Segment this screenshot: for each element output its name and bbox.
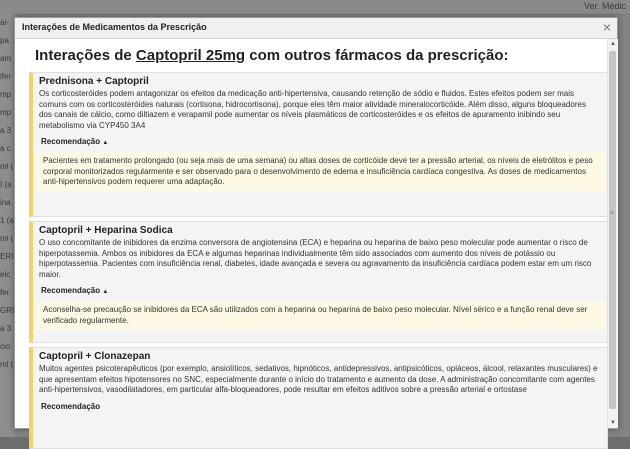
recommendation-toggle[interactable]	[41, 402, 607, 411]
heading-prefix: Interações de	[35, 47, 136, 64]
dialog-content	[15, 39, 607, 428]
heading-drug-link[interactable]: Captopril 25mg	[135, 47, 246, 64]
dialog-title: Interações de Medicamentos da Prescrição	[22, 22, 207, 32]
interaction-title: Captopril + Heparina Sodica	[39, 225, 173, 236]
interaction-description: Muitos agentes psicoterapêuticos (por exemplo, ansiolíticos, sedativos, hipnóticos, antidepressivos, antipsicóticos, opiáceos, álcool, relaxantes musculares) e que apresentam efeitos hipotensores no SNC, especialmente durante o início do tratamento e aumento da dose. A administração concomitante com agentes anti-hipertensivos, vasodilatadores, em particular alfa-bloqueadores, pode resultar em efeitos aditivos sobre a pressão arterial e ortostase	[39, 364, 598, 394]
recommendation-label: Recomendação	[41, 137, 101, 146]
interaction-card	[29, 347, 608, 449]
close-icon[interactable]: ×	[602, 19, 611, 35]
recommendation-label: Recomendação	[41, 286, 101, 295]
interaction-title: Prednisona + Captopril	[39, 76, 149, 87]
interaction-description: O uso concomitante de inibidores da enzima conversora de angiotensina (ECA) e heparina ou heparina de baixo peso molecular pode aumentar o risco de hiperpotassemia. Ambos os inibidores da ECA e algumas heparinas individualmente têm sido associados com aumento dos níveis de potássio ou hiperpotassemia. Pacientes com insuficiência renal, diabetes, idade avançada e severa ou agravamento da insuficiência cardíaca podem estar em um risco maior.	[39, 238, 592, 279]
scroll-thumb[interactable]	[609, 51, 616, 409]
recommendation-label: Recomendação	[41, 401, 101, 411]
heading-suffix: com outros fármacos da prescrição:	[245, 47, 509, 64]
interaction-title: Captopril + Clonazepan	[39, 351, 151, 362]
dialog-scrollbar[interactable]	[607, 39, 618, 428]
recommendation-toggle[interactable]	[41, 286, 607, 295]
recommendation-text: Aconselha-se precaução se inibidores da ECA são utilizados com a heparina ou heparina de baixo peso molecular. Nível sérico e a função renal deve ser verificado regularmente.	[35, 301, 606, 330]
scroll-up-icon[interactable]: ▲	[610, 41, 616, 47]
interactions-heading	[35, 47, 607, 64]
recommendation-text: Pacientes em tratamento prolongado (ou seja mais de uma semana) ou altas doses de corticóide deve ter a pressão arterial, os níveis de eletrólitos e peso corporal monitorizados regularmente e ser observado para o desenvolvimento de edema e insuficiência cardíaca congestiva. As doses de medicamentos anti-hipertensivos podem requerer uma adaptação.	[35, 152, 606, 192]
interaction-card	[29, 221, 608, 343]
interaction-card	[29, 72, 608, 217]
interaction-description: Os corticosteróides podem antagonizar os efeitos da medicação anti-hipertensiva, causando retenção de sódio e fluidos. Estes efeitos podem ser mais comuns com os corticosteróides naturais (cortisona, hidrocortisona), porque eles têm maior atividade mineralocorticóide. Além disso, alguns bloqueadores dos canais de cálcio, como diltiazem e verapamil pode aumentar os níveis plasmáticos de corticosteróides e os efeitos de apuramento inibindo seu metabolismo via CYP450 3A4	[39, 89, 586, 130]
scroll-down-icon[interactable]: ▼	[610, 420, 616, 426]
grip-icon: ≡	[610, 210, 615, 217]
interactions-dialog	[14, 17, 618, 429]
recommendation-toggle[interactable]	[41, 137, 607, 146]
dialog-titlebar	[15, 18, 617, 39]
chevron-up-icon: ▲	[102, 289, 109, 295]
chevron-up-icon: ▲	[102, 140, 109, 146]
